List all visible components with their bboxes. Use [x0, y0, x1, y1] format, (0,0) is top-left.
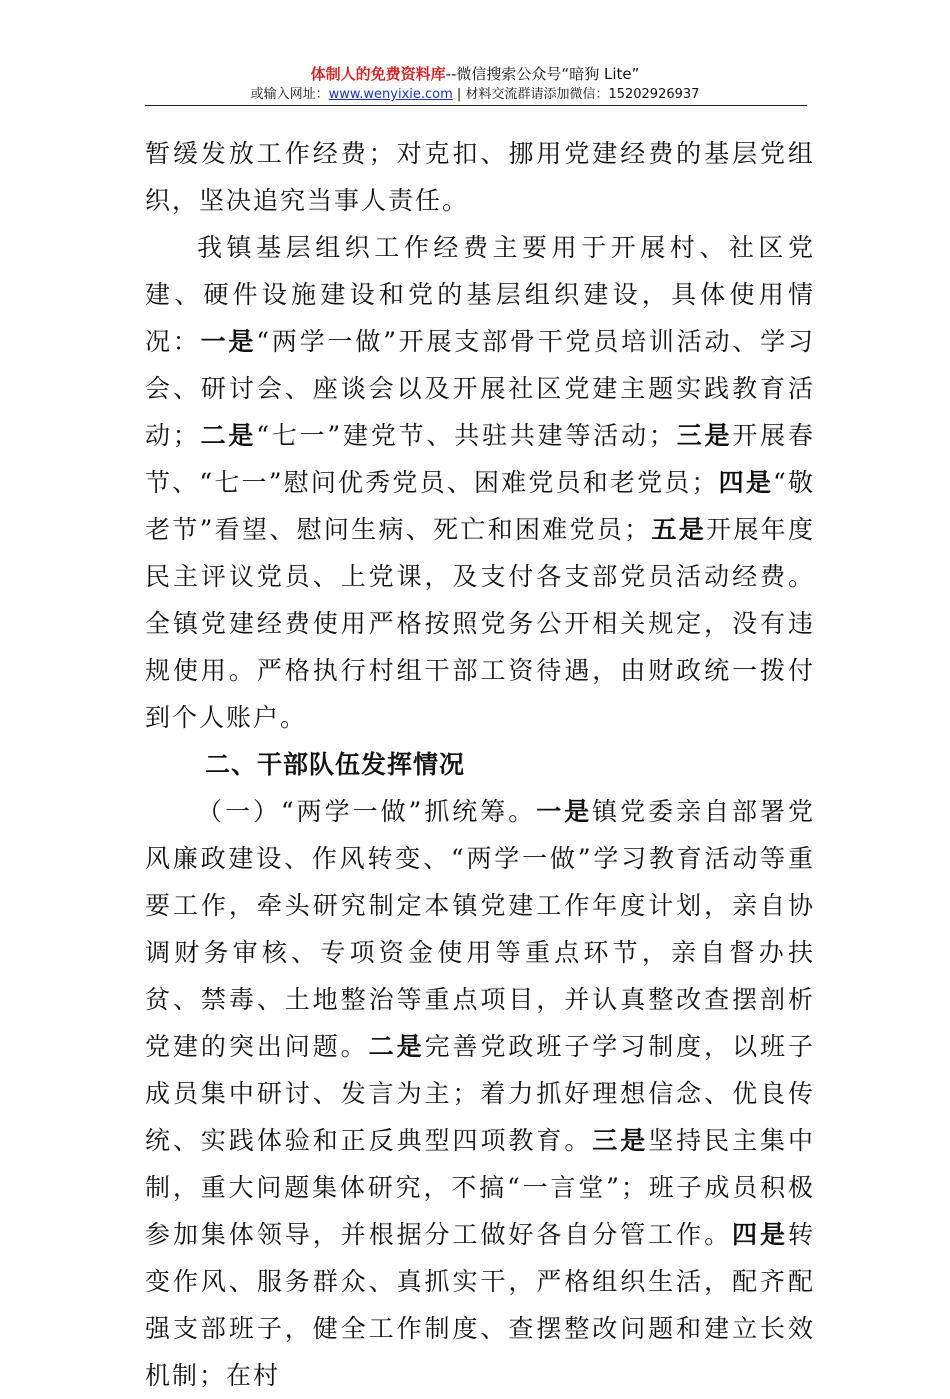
item-text: 完善党政班子学习制度，以班子成员集中研讨、发言为主；着力抓好理想信念、优良传统、实践体验和正反典型四项教育。: [145, 1032, 815, 1155]
section-heading: 二、干部队伍发挥情况: [205, 750, 466, 779]
item-label: 四是: [718, 468, 774, 497]
website-link[interactable]: www.wenyixie.com: [328, 87, 453, 102]
header-slogan: --微信搜索公众号“暗狗 Lite”: [445, 65, 640, 83]
item-text: 坚持民主集中制，重大问题集体研究，不搞“一言堂”；班子成员积极参加集体领导，并根据分工做好各自分管工作。: [145, 1126, 815, 1249]
item-text: 开展年度民主评议党员、上党课，及支付各支部党员活动经费。全镇党建经费使用严格按照党务公开相关规定，没有违规使用。严格执行村组干部工资待遇，由财政统一拨付到个人账户。: [145, 515, 815, 732]
item-label: 二是: [368, 1032, 425, 1061]
contact-info: | 材料交流群请添加微信：15202926937: [452, 87, 700, 102]
item-label: 一是: [536, 797, 593, 826]
paragraph-continuation: [145, 130, 815, 224]
item-text: “两学一做”开展支部骨干党员培训活动、学习会、研讨会、座谈会以及开展社区党建主题实践教育活动；: [145, 327, 815, 450]
header-divider: [145, 105, 807, 106]
document-body: [145, 130, 815, 1399]
subsection-title: （一）“两学一做”抓统筹。: [197, 797, 537, 826]
item-label: 一是: [200, 327, 257, 356]
item-label: 三是: [675, 421, 733, 450]
item-text: 转变作风、服务群众、真抓实干，严格组织生活，配齐配强支部班子，健全工作制度、查摆整改问题和建立长效机制；在村: [145, 1220, 815, 1390]
paragraph-intro: 我镇基层组织工作经费主要用于开展村、社区党建、硬件设施建设和党的基层组织建设，具体使用情况：: [145, 233, 815, 356]
item-text: “敬老节”看望、慰问生病、死亡和困难党员；: [145, 468, 815, 544]
item-label: 三是: [592, 1126, 649, 1155]
item-label: 五是: [651, 515, 707, 544]
page-header: [0, 64, 950, 104]
paragraph-funding-usage: [145, 224, 815, 741]
item-label: 四是: [732, 1220, 788, 1249]
paragraph-cadre-team: [145, 788, 815, 1399]
item-text: 镇党委亲自部署党风廉政建设、作风转变、“两学一做”学习教育活动等重要工作，牵头研究制定本镇党建工作年度计划，亲自协调财务审核、专项资金使用等重点环节，亲自督办扶贫、禁毒、土地整治等重点项目，并认真整改查摆剖析党建的突出问题。: [145, 797, 815, 1061]
brand-title: 体制人的免费资料库: [310, 65, 446, 83]
header-title-line: [0, 64, 950, 84]
item-label: 二是: [199, 421, 257, 450]
header-contact-line: [0, 86, 950, 104]
website-prefix: 或输入网址：: [250, 87, 329, 102]
paragraph-text: 暂缓发放工作经费；对克扣、挪用党建经费的基层党组织，坚决追究当事人责任。: [145, 139, 815, 215]
item-text: “七一”建党节、共驻共建等活动；: [256, 421, 676, 450]
item-text: 开展春节、“七一”慰问优秀党员、困难党员和老党员；: [145, 421, 815, 497]
